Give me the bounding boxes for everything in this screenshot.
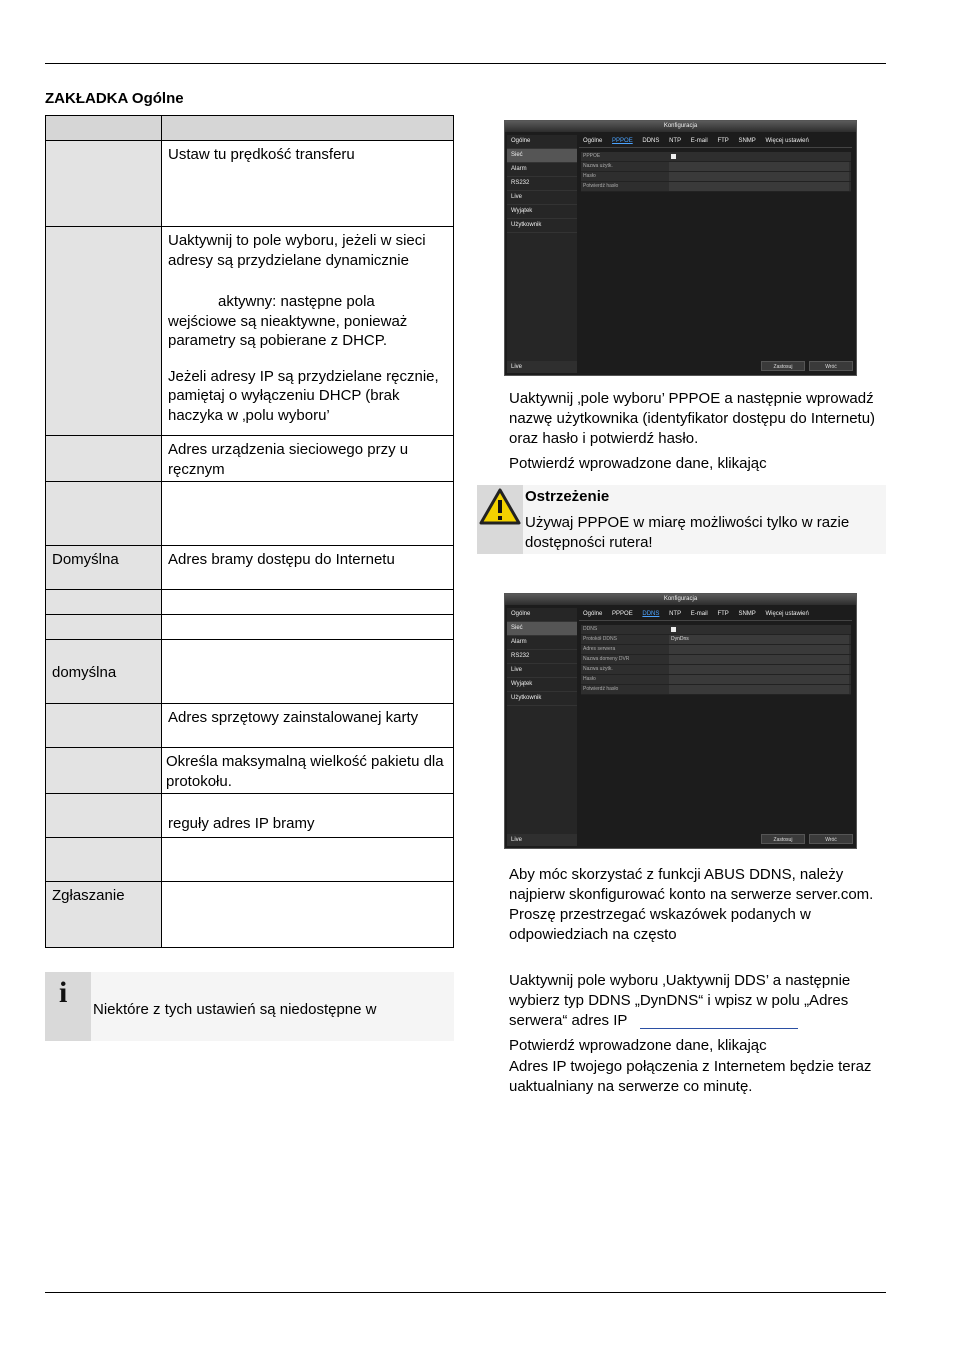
table-row bbox=[46, 436, 454, 482]
password-input[interactable] bbox=[669, 172, 849, 181]
table-row bbox=[46, 838, 454, 882]
table-cell bbox=[46, 482, 162, 546]
table-cell: Zgłaszanie bbox=[46, 882, 162, 948]
pppoe-screenshot bbox=[504, 120, 857, 376]
pppoe-checkbox[interactable] bbox=[671, 154, 676, 159]
sidebar-item-network[interactable]: Sieć bbox=[507, 622, 577, 636]
tab-ntp[interactable]: NTP bbox=[669, 138, 682, 144]
table-row bbox=[46, 640, 454, 704]
back-button[interactable]: Wróć bbox=[809, 834, 853, 844]
table-cell bbox=[162, 116, 454, 141]
tab-general[interactable]: Ogólne bbox=[583, 138, 603, 144]
tab-ntp[interactable]: NTP bbox=[669, 611, 682, 617]
dhcp-manual-note: Jeżeli adresy IP są przydzielane ręcznie, pamiętaj o wyłączeniu DHCP (brak haczyka w ‚polu wyboru’ bbox=[168, 367, 439, 424]
sidebar-item-general[interactable]: Ogólne bbox=[507, 608, 577, 622]
info-note-box bbox=[45, 972, 454, 1041]
table-cell bbox=[162, 482, 454, 546]
table-row bbox=[46, 546, 454, 590]
table-cell bbox=[46, 838, 162, 882]
table-cell bbox=[46, 436, 162, 482]
password-row bbox=[581, 172, 851, 182]
confirm-password-input[interactable] bbox=[669, 182, 849, 191]
tab-ddns[interactable]: DDNS bbox=[642, 611, 660, 617]
tab-ftp[interactable]: FTP bbox=[717, 138, 729, 144]
table-row bbox=[46, 590, 454, 615]
username-row bbox=[581, 665, 851, 675]
username-input[interactable] bbox=[669, 162, 849, 171]
table-cell bbox=[46, 590, 162, 615]
table-cell: Ustaw tu prędkość transferu bbox=[162, 141, 454, 227]
field-label: Potwierdź hasło bbox=[583, 686, 619, 692]
table-cell bbox=[46, 794, 162, 838]
confirm-instruction-2: Potwierdź wprowadzone dane, klikając bbox=[509, 1037, 767, 1054]
table-row bbox=[46, 141, 454, 227]
confirm-password-row bbox=[581, 685, 851, 695]
table-header-row bbox=[46, 116, 454, 141]
table-cell bbox=[46, 748, 162, 794]
table-cell: Adres sprzętowy zainstalowanej karty bbox=[162, 704, 454, 748]
field-label: Nazwa użytk. bbox=[583, 163, 613, 169]
info-note-text: Niektóre z tych ustawień są niedostępne w bbox=[93, 1001, 377, 1018]
table-cell bbox=[46, 227, 162, 436]
tab-more-settings[interactable]: Więcej ustawień bbox=[765, 138, 809, 144]
sidebar-item-rs232[interactable]: RS232 bbox=[507, 177, 577, 191]
tab-ftp[interactable]: FTP bbox=[717, 611, 729, 617]
warning-text: Używaj PPPOE w miarę możliwości tylko w razie dostępności rutera! bbox=[525, 514, 850, 551]
field-label: Protokół DDNS bbox=[583, 636, 617, 642]
warning-title: Ostrzeżenie bbox=[525, 488, 610, 505]
field-label: Adres serwera bbox=[583, 646, 616, 652]
domain-input[interactable] bbox=[669, 655, 849, 664]
settings-table bbox=[45, 115, 454, 948]
table-cell bbox=[162, 615, 454, 640]
table-cell: Określa maksymalną wielkość pakietu dla protokołu. bbox=[162, 748, 454, 794]
ddns-protocol-row bbox=[581, 635, 851, 645]
tab-snmp[interactable]: SNMP bbox=[738, 611, 756, 617]
ddns-setup-instructions: Uaktywnij pole wyboru ‚Uaktywnij DDS’ a następnie wybierz typ DDNS „DynDNS“ i wpisz w polu „Adres serwera“ adres IP bbox=[509, 972, 851, 1029]
apply-button[interactable]: Zastosuj bbox=[761, 834, 805, 844]
table-cell bbox=[46, 704, 162, 748]
ddns-checkbox[interactable] bbox=[671, 627, 676, 632]
sidebar-item-rs232[interactable]: RS232 bbox=[507, 650, 577, 664]
username-row bbox=[581, 162, 851, 172]
config-sidebar bbox=[507, 135, 577, 373]
server-address-row bbox=[581, 645, 851, 655]
table-row bbox=[46, 748, 454, 794]
sidebar-item-user[interactable]: Użytkownik bbox=[507, 219, 577, 233]
table-row bbox=[46, 704, 454, 748]
table-cell bbox=[162, 882, 454, 948]
config-tabs bbox=[579, 608, 852, 621]
table-row bbox=[46, 227, 454, 436]
field-label: Nazwa domeny DVR bbox=[583, 656, 630, 662]
confirm-password-input[interactable] bbox=[669, 685, 849, 694]
info-icon-column bbox=[45, 972, 91, 1041]
info-icon: i bbox=[59, 976, 68, 1009]
ip-address-link-underline[interactable] bbox=[640, 1028, 798, 1029]
sidebar-item-network[interactable]: Sieć bbox=[507, 149, 577, 163]
table-cell: Domyślna bbox=[46, 546, 162, 590]
field-label: Potwierdź hasło bbox=[583, 183, 619, 189]
field-label: DDNS bbox=[583, 626, 598, 632]
sidebar-item-live[interactable]: Live bbox=[507, 191, 577, 205]
domain-row bbox=[581, 655, 851, 665]
table-row bbox=[46, 794, 454, 838]
tab-snmp[interactable]: SNMP bbox=[738, 138, 756, 144]
sidebar-item-general[interactable]: Ogólne bbox=[507, 135, 577, 149]
table-cell: Adres urządzenia sieciowego przy u ręcznym bbox=[162, 436, 454, 482]
config-sidebar bbox=[507, 608, 577, 846]
warning-icon-column bbox=[477, 485, 523, 554]
password-input[interactable] bbox=[669, 675, 849, 684]
tab-email[interactable]: E-mail bbox=[690, 138, 708, 144]
password-row bbox=[581, 675, 851, 685]
warning-icon bbox=[478, 487, 522, 527]
ddns-protocol-select[interactable]: DynDns bbox=[669, 635, 849, 644]
dhcp-description: Uaktywnij to pole wyboru, jeżeli w sieci adresy są przydzielane dynamicznie bbox=[168, 232, 426, 269]
bottom-rule bbox=[45, 1292, 886, 1293]
sidebar-item-alarm[interactable]: Alarm bbox=[507, 636, 577, 650]
sidebar-item-exception[interactable]: Wyjątek bbox=[507, 205, 577, 219]
table-cell bbox=[162, 838, 454, 882]
dhcp-active-note: aktywny: następne pola wejściowe są nieaktywne, ponieważ parametry są pobierane z DHCP. bbox=[168, 293, 408, 349]
tab-general[interactable]: Ogólne bbox=[583, 611, 603, 617]
sidebar-item-user[interactable]: Użytkownik bbox=[507, 692, 577, 706]
table-cell bbox=[162, 590, 454, 615]
tab-email[interactable]: E-mail bbox=[690, 611, 708, 617]
warning-box bbox=[477, 485, 886, 554]
table-row bbox=[46, 882, 454, 948]
tab-ddns[interactable]: DDNS bbox=[642, 138, 660, 144]
server-address-input[interactable] bbox=[669, 645, 849, 654]
table-row bbox=[46, 615, 454, 640]
field-label: PPPOE bbox=[583, 153, 601, 159]
top-rule bbox=[45, 63, 886, 64]
section-title: ZAKŁADKA Ogólne bbox=[45, 90, 184, 107]
ddns-screenshot bbox=[504, 593, 857, 849]
table-cell bbox=[46, 141, 162, 227]
config-tabs bbox=[579, 135, 852, 148]
tab-more-settings[interactable]: Więcej ustawień bbox=[765, 611, 809, 617]
tab-pppoe[interactable]: PPPOE bbox=[612, 138, 633, 144]
pppoe-row bbox=[581, 152, 851, 162]
live-button[interactable]: Live bbox=[507, 834, 577, 846]
sidebar-item-exception[interactable]: Wyjątek bbox=[507, 678, 577, 692]
confirm-instruction-1: Potwierdź wprowadzone dane, klikając bbox=[509, 455, 767, 472]
username-input[interactable] bbox=[669, 665, 849, 674]
table-cell: reguły adres IP bramy bbox=[162, 794, 454, 838]
sidebar-item-live[interactable]: Live bbox=[507, 664, 577, 678]
back-button[interactable]: Wróć bbox=[809, 361, 853, 371]
ddns-row bbox=[581, 625, 851, 635]
table-cell bbox=[162, 227, 454, 436]
config-window-title: Konfiguracja bbox=[505, 594, 856, 605]
field-label: Nazwa użytk. bbox=[583, 666, 613, 672]
table-cell: domyślna bbox=[46, 640, 162, 704]
ddns-account-instructions: Aby móc skorzystać z funkcji ABUS DDNS, należy najpierw skonfigurować konto na serwerze server.com. Proszę przestrzegać wskazówek podanych w odpowiedziach na często bbox=[509, 866, 874, 943]
ip-update-note: Adres IP twojego połączenia z Internetem będzie teraz uaktualniany na serwerze co minutę. bbox=[509, 1058, 872, 1095]
table-cell: Adres bramy dostępu do Internetu bbox=[162, 546, 454, 590]
sidebar-item-alarm[interactable]: Alarm bbox=[507, 163, 577, 177]
confirm-password-row bbox=[581, 182, 851, 192]
table-row bbox=[46, 482, 454, 546]
tab-pppoe[interactable]: PPPOE bbox=[612, 611, 633, 617]
field-label: Hasło bbox=[583, 173, 596, 179]
table-cell bbox=[162, 640, 454, 704]
table-cell bbox=[46, 116, 162, 141]
live-button[interactable]: Live bbox=[507, 361, 577, 373]
field-label: Hasło bbox=[583, 676, 596, 682]
table-cell bbox=[46, 615, 162, 640]
pppoe-instructions: Uaktywnij ‚pole wyboru’ PPPOE a następnie wprowadź nazwę użytkownika (identyfikator dostępu do Internetu) oraz hasło i potwierdź hasło. bbox=[509, 390, 876, 447]
apply-button[interactable]: Zastosuj bbox=[761, 361, 805, 371]
config-window-title: Konfiguracja bbox=[505, 121, 856, 132]
